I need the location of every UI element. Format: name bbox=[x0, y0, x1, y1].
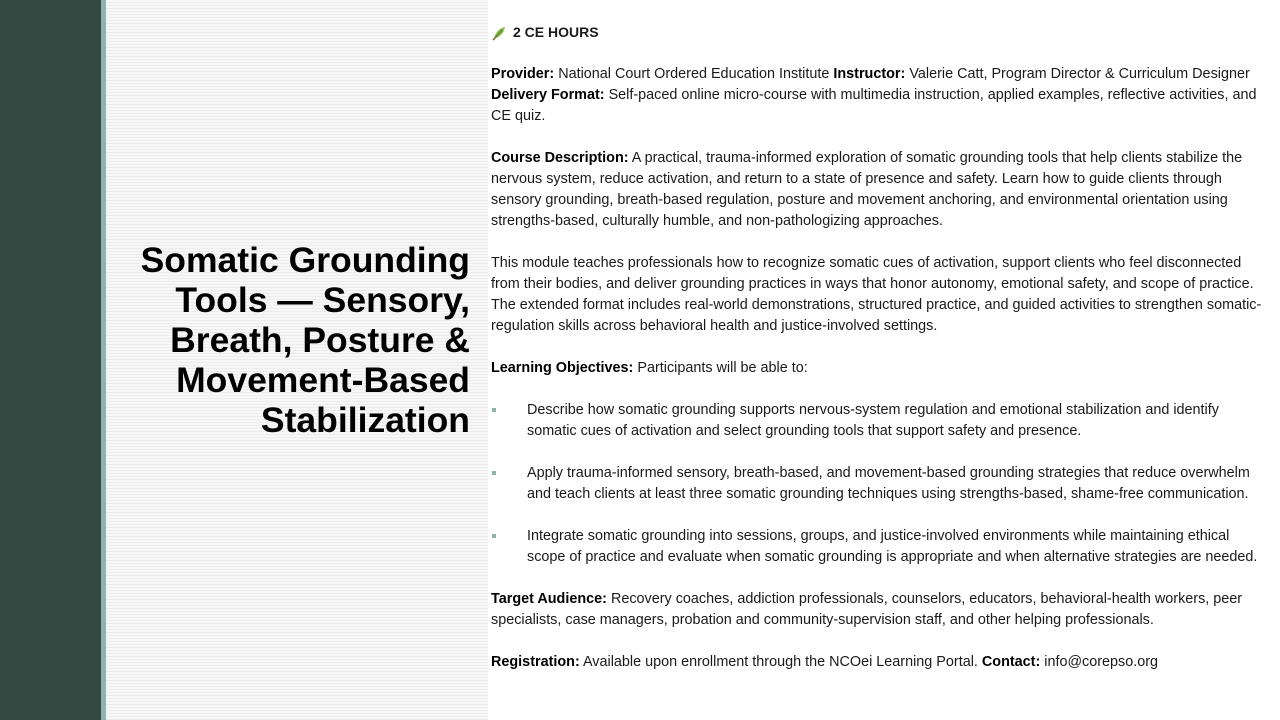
bullet-icon bbox=[492, 408, 496, 412]
objective-item bbox=[491, 526, 1271, 568]
learning-objectives-intro: Participants will be able to: bbox=[637, 360, 808, 376]
leaf-icon bbox=[491, 25, 507, 41]
contact-email: info@corepso.org bbox=[1044, 654, 1159, 670]
registration-line bbox=[491, 652, 1271, 673]
course-description bbox=[491, 148, 1271, 232]
title-panel bbox=[106, 0, 488, 720]
instructor-label: Instructor: bbox=[833, 66, 906, 82]
objective-item bbox=[491, 463, 1271, 505]
delivery-label: Delivery Format: bbox=[491, 87, 605, 103]
registration-label: Registration: bbox=[491, 654, 580, 670]
ce-hours-text: 2 CE HOURS bbox=[513, 24, 599, 40]
delivery-value: Self-paced online micro-course with multimedia instruction, applied examples, reflective activities, and CE quiz. bbox=[491, 87, 1257, 124]
course-description-label: Course Description: bbox=[491, 150, 629, 166]
ce-hours bbox=[491, 22, 1271, 43]
objective-text: Integrate somatic grounding into sessions, groups, and justice-involved environments while maintaining ethical scope of practice and evaluate when somatic grounding is appropriate and when alternative strategies are needed. bbox=[527, 528, 1258, 565]
objective-text: Apply trauma-informed sensory, breath-based, and movement-based grounding strategies that reduce overwhelm and teach clients at least three somatic grounding techniques using strengths-based, shame-free communication. bbox=[527, 465, 1250, 502]
learning-objectives-label: Learning Objectives: bbox=[491, 360, 634, 376]
target-audience bbox=[491, 589, 1271, 631]
instructor-value: Valerie Catt, Program Director & Curriculum Designer bbox=[909, 66, 1250, 82]
registration-value: Available upon enrollment through the NCOei Learning Portal. bbox=[582, 654, 978, 670]
provider-label: Provider: bbox=[491, 66, 555, 82]
objective-item bbox=[491, 400, 1271, 442]
target-audience-label: Target Audience: bbox=[491, 591, 607, 607]
objective-text: Describe how somatic grounding supports nervous-system regulation and emotional stabilization and identify somatic cues of activation and select grounding tools that support safety and presence. bbox=[527, 402, 1219, 439]
learning-objectives-heading bbox=[491, 358, 1271, 379]
bullet-icon bbox=[492, 534, 496, 538]
course-description-value: A practical, trauma-informed exploration of somatic grounding tools that help clients stabilize the nervous system, reduce activation, and return to a state of presence and safety. Learn how to guide clients through sensory grounding, breath-based regulation, posture and movement anchoring, and environmental orientation using strengths-based, culturally humble, and non-pathologizing approaches. bbox=[491, 150, 1243, 229]
course-title: Somatic Grounding Tools — Sensory, Breath, Posture & Movement-Based Stabilization bbox=[140, 240, 470, 440]
contact-label: Contact: bbox=[981, 654, 1041, 670]
delivery-format bbox=[491, 85, 1271, 127]
provider-value: National Court Ordered Education Institute bbox=[558, 66, 830, 82]
target-audience-value: Recovery coaches, addiction professionals, counselors, educators, behavioral-health workers, peer specialists, case managers, probation and community-supervision staff, and other helping professionals. bbox=[491, 591, 1243, 628]
left-decorative-bar bbox=[0, 0, 101, 720]
bullet-icon bbox=[492, 471, 496, 475]
provider-line bbox=[491, 64, 1271, 85]
module-description: This module teaches professionals how to recognize somatic cues of activation, support clients who feel disconnected from their bodies, and deliver grounding practices in ways that honor autonomy, emotional safety, and scope of practice. The extended format includes real-world demonstrations, structured practice, and guided activities to strengthen somatic-regulation skills across behavioral health and justice-involved settings. bbox=[491, 255, 1262, 334]
course-details bbox=[491, 22, 1271, 673]
